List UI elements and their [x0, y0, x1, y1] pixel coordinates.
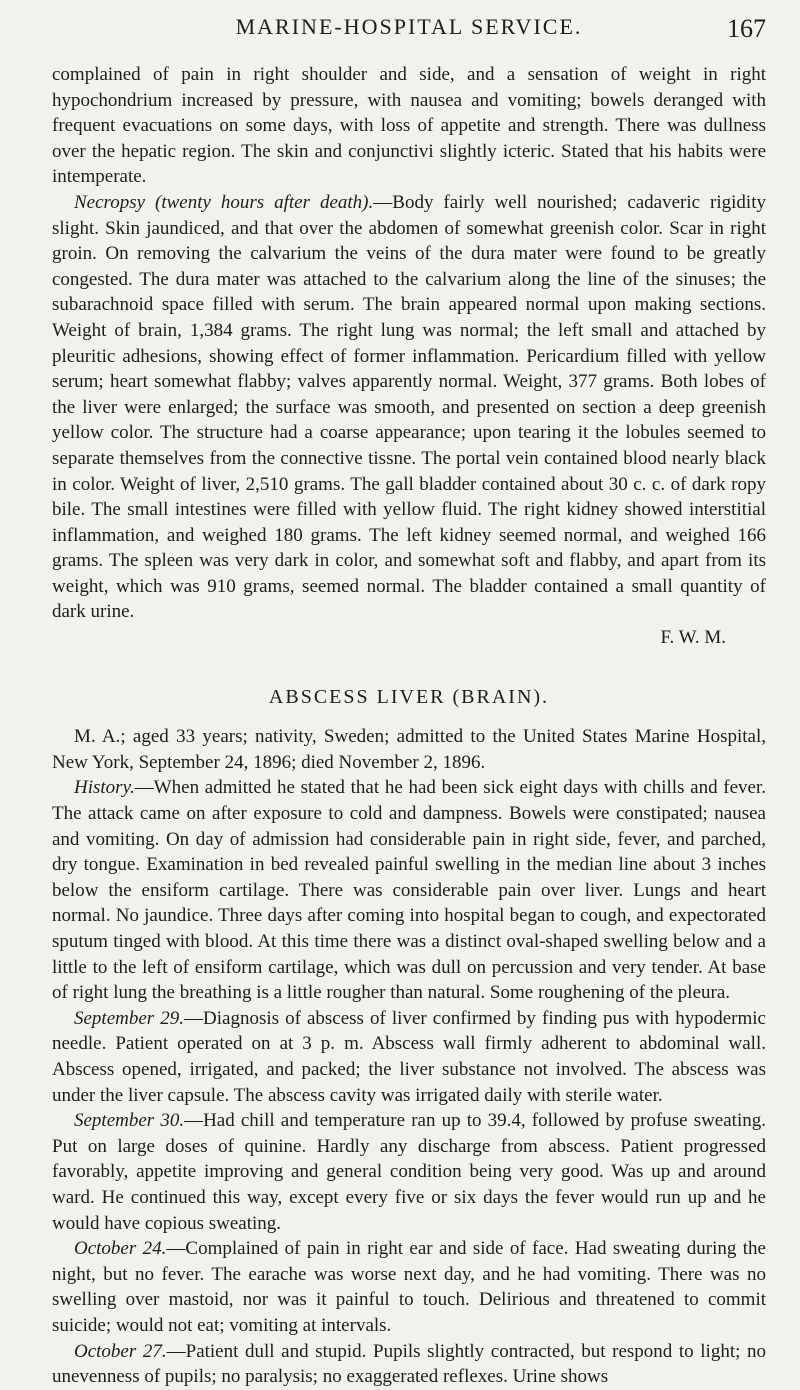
- sep30-text: —Had chill and temperature ran up to 39.4, followed by profuse sweating. Put on large doses of quinine. Hardly any discharge from abscess. Patient progressed favorably, appetite improving and general condition being very good. Was up and around ward. He continued this way, except every five or six days the fever would run up and he would have copious sweating.: [52, 1110, 766, 1234]
- history-label: History.: [74, 777, 135, 799]
- body-text: [52, 62, 766, 1390]
- running-head: [52, 14, 766, 50]
- signature: F. W. M.: [660, 627, 726, 649]
- oct24-text: —Complained of pain in right ear and side of face. Had sweating during the night, but no fever. The earache was worse next day, and he had vomiting. There was no swelling over mastoid, nor was it painful to touch. Delirious and threatened to commit suicide; would not eat; vomiting at intervals.: [52, 1238, 766, 1336]
- paragraph-oct27: [52, 1339, 766, 1390]
- paragraph-case2-intro: M. A.; aged 33 years; nativity, Sweden; admitted to the United States Marine Hospital, New York, September 24, 1896; died November 2, 1896.: [52, 726, 766, 773]
- sep29-text: —Diagnosis of abscess of liver confirmed by finding pus with hypodermic needle. Patient operated on at 3 p. m. Abscess wall firmly adherent to abdominal wall. Abscess opened, irrigated, and packed; the liver substance not involved. The abscess was under the liver capsule. The abscess cavity was irrigated daily with sterile water.: [52, 1007, 766, 1106]
- oct24-label: October 24.: [74, 1238, 167, 1260]
- necropsy-text: —Body fairly well nourished; cadaveric rigidity slight. Skin jaundiced, and that over the abdomen of somewhat greenish color. Scar in right groin. On removing the calvarium the veins of the dura mater were found to be greatly congested. The dura mater was attached to the calvarium along the line of the sinuses; the subarachnoid space filled with serum. The brain appeared normal upon making sections. Weight of brain, 1,384 grams. The right lung was normal; the left small and attached by pleuritic adhesions, showing effect of former inflammation. Pericardium filled with yellow serum; heart somewhat flabby; valves apparently normal. Weight, 377 grams. Both lobes of the liver were enlarged; the surface was smooth, and presented on section a deep greenish yellow color. The structure had a coarse appearance; upon tearing it the lobules seemed to separate themselves from the connective tissne. The portal vein contained blood nearly black in color. Weight of liver, 2,510 grams. The gall bladder contained about 30 c. c. of dark ropy bile. The small intestines were filled with yellow fluid. The right kidney showed interstitial inflammation, and weighed 180 grams. The left kidney seemed normal, and weighed 166 grams. The spleen was very dark in color, and somewhat soft and flabby, and apart from its weight, which was 910 grams, seemed normal. The bladder contained a small quantity of dark urine.: [52, 191, 766, 623]
- paragraph-oct24: [52, 1236, 766, 1338]
- oct27-text: —Patient dull and stupid. Pupils slightly contracted, but respond to light; no unevenness of pupils; no paralysis; no exaggerated reflexes. Urine shows: [52, 1340, 766, 1388]
- section-title: ABSCESS LIVER (BRAIN).: [268, 685, 550, 708]
- paragraph-sep29: [52, 1006, 766, 1108]
- running-title: MARINE-HOSPITAL SERVICE.: [235, 14, 583, 39]
- sep30-label: September 30.: [74, 1110, 185, 1132]
- paragraph-necropsy: [52, 190, 766, 625]
- paragraph-history: [52, 775, 766, 1005]
- history-text: —When admitted he stated that he had been sick eight days with chills and fever. The attack came on after exposure to cold and dampness. Bowels were constipated; nausea and vomiting. On day of admission had considerable pain in right side, fever, and parched, dry tongue. Examination in bed revealed painful swelling in the median line about 3 inches below the ensiform cartilage. There was considerable pain over liver. Lungs and heart normal. No jaundice. Three days after coming into hospital began to cough, and expectorated sputum tinged with blood. At this time there was a distinct oval-shaped swelling below and a little to the left of ensiform cartilage, which was dull on percussion and very tender. At base of right lung the breathing is a little rougher than natural. Some roughening of the pleura.: [52, 777, 766, 1004]
- paragraph-sep30: [52, 1108, 766, 1236]
- paragraph-case1-symptoms: complained of pain in right shoulder and side, and a sensation of weight in right hypochondrium increased by pressure, with nausea and vomiting; bowels deranged with frequent evacuations on some days, with loss of appetite and strength. There was dullness over the hepatic region. The skin and conjunctivi slightly icteric. Stated that his habits were intemperate.: [52, 64, 766, 188]
- necropsy-label: Necropsy (twenty hours after death).: [74, 191, 374, 213]
- sep29-label: September 29.: [74, 1007, 185, 1029]
- page-number: 167: [727, 14, 766, 43]
- oct27-label: October 27.: [74, 1340, 167, 1362]
